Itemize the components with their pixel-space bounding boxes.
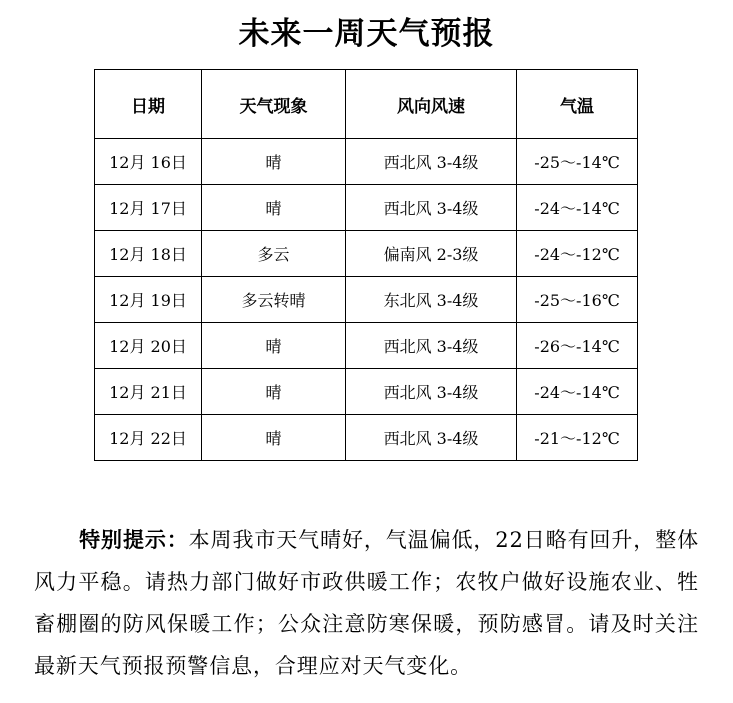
cell-date: 12月 21日 [95, 369, 202, 415]
cell-weather: 晴 [202, 369, 346, 415]
cell-temp: -26～-14℃ [517, 323, 638, 369]
table-row [95, 323, 638, 369]
cell-date: 12月 20日 [95, 323, 202, 369]
notice-text: 本周我市天气晴好，气温偏低，22日略有回升，整体风力平稳。请热力部门做好市政供暖工作；农牧户做好设施农业、牲畜棚圈的防风保暖工作；公众注意防寒保暖，预防感冒。请及时关注最新天气预报预警信息，合理应对天气变化。 [34, 528, 700, 678]
cell-temp: -24～-14℃ [517, 369, 638, 415]
cell-date: 12月 19日 [95, 277, 202, 323]
page-title: 未来一周天气预报 [238, 16, 495, 52]
cell-weather: 多云 [202, 231, 346, 277]
cell-weather: 晴 [202, 323, 346, 369]
cell-date: 12月 16日 [95, 139, 202, 185]
cell-wind: 西北风 3-4级 [346, 415, 517, 461]
table-header-row [95, 70, 638, 139]
cell-date: 12月 18日 [95, 231, 202, 277]
table-row [95, 231, 638, 277]
cell-temp: -21～-12℃ [517, 415, 638, 461]
cell-wind: 西北风 3-4级 [346, 323, 517, 369]
table-row [95, 185, 638, 231]
cell-wind: 西北风 3-4级 [346, 185, 517, 231]
header-wind: 风向风速 [346, 70, 517, 139]
notice-label: 特别提示： [79, 528, 189, 552]
cell-wind: 东北风 3-4级 [346, 277, 517, 323]
cell-wind: 西北风 3-4级 [346, 369, 517, 415]
cell-weather: 多云转晴 [202, 277, 346, 323]
cell-weather: 晴 [202, 415, 346, 461]
cell-date: 12月 22日 [95, 415, 202, 461]
cell-temp: -24～-12℃ [517, 231, 638, 277]
forecast-table [94, 69, 638, 461]
cell-wind: 西北风 3-4级 [346, 139, 517, 185]
header-date: 日期 [95, 70, 202, 139]
cell-weather: 晴 [202, 139, 346, 185]
table-row [95, 139, 638, 185]
header-temp: 气温 [517, 70, 638, 139]
cell-temp: -25～-16℃ [517, 277, 638, 323]
cell-weather: 晴 [202, 185, 346, 231]
header-weather: 天气现象 [202, 70, 346, 139]
cell-temp: -24～-14℃ [517, 185, 638, 231]
table-row [95, 369, 638, 415]
cell-temp: -25～-14℃ [517, 139, 638, 185]
table-row [95, 277, 638, 323]
table-row [95, 415, 638, 461]
cell-wind: 偏南风 2-3级 [346, 231, 517, 277]
special-notice [34, 519, 699, 687]
cell-date: 12月 17日 [95, 185, 202, 231]
